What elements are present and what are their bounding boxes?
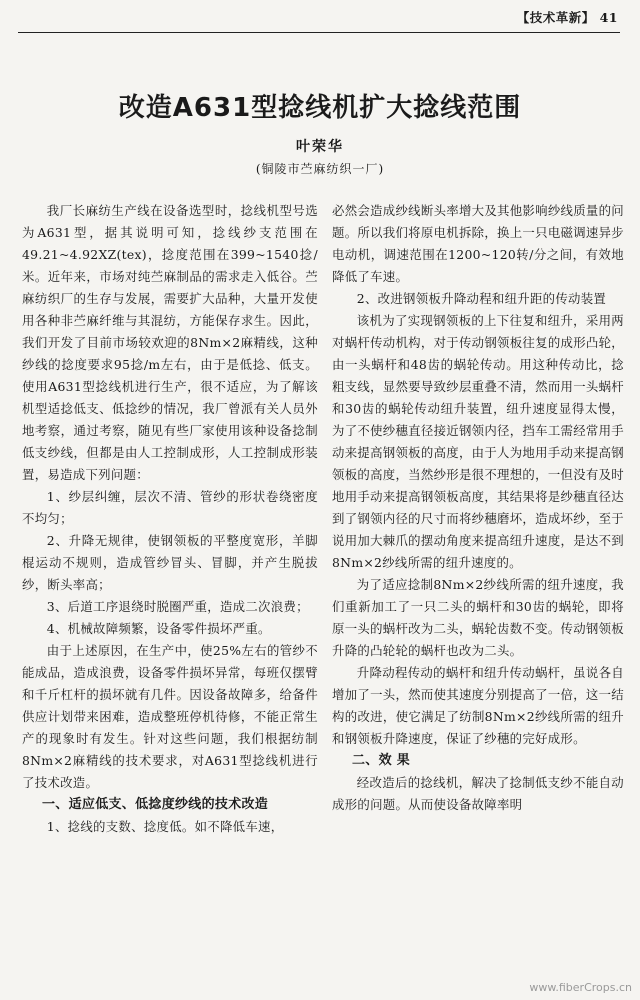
problem-item-4: 4、机械故障频繁，设备零件损坏严重。 [46,621,271,636]
paragraph-continued: 必然会造成纱线断头率增大及其他影响纱线质量的问题。所以我们将原电机拆除，换上一只电磁调速异步电动机，调速范围在1200~120转/分之间，有效地降低了车速。 [332,203,624,284]
article-title: 改造A631型捻线机扩大捻线范围 [118,93,522,123]
section-heading-2: 二、效 果 [352,753,411,768]
section2-text: 经改造后的捻线机，解决了捻制低支纱不能自动成形的问题。从而使设备故障率明 [332,775,624,812]
author-name: 叶荣华 [296,139,344,155]
paragraph-result: 升降动程传动的蜗杆和纽升传动蜗杆，虽说各自增加了一头，然而使其速度分别提高了一倍，这一结构的改进，使它满足了纺制8Nm×2纱线所需的纽升和钢领板升降速度，保证了纱穗的完好成形。 [332,665,624,746]
section-heading-1: 一、适应低支、低捻度纱线的技术改造 [42,797,269,812]
right-column [332,200,624,816]
paragraph-causes: 由于上述原因，在生产中，使25%左右的管纱不能成品，造成浪费，设备零件损坏异常，每班仅摆臂和千斤杠杆的损坏就有几件。因设备故障多，给备件供应计划带来困难，造成整班停机待修，不能正常生产的现象时有发生。针对这些问题，我们根据纺制8Nm×2麻精线的技术要求，对A631型捻线机进行了技术改造。 [22,643,318,790]
page-header: 【技术革新】 41 [516,10,618,25]
watermark: www.fiberCrops.cn [529,981,632,994]
paragraph-intro: 我厂长麻纺生产线在设备选型时，捻线机型号选为A631型，据其说明可知，捻线纱支范围在49.21~4.92XZ(tex)，捻度范围在399~1540捻/米。近年来，市场对纯苎麻制品的需求走入低谷。苎麻纺织厂的生存与发展，需要扩大品种，大量开发使用各种非苎麻纤维与其混纺，方能保存求生。因此，我们开发了目前市场较欢迎的8Nm×2麻精线，这种纱线的捻度要求95捻/m左右，由于是低捻、低支。使用A631型捻线机进行生产，很不适应，为了解该机型适捻低支、低捻纱的情况，我厂曾派有关人员外地考察，通过考察，随见有些厂家使用该种设备捻制低支纱线，但都是由人工控制成形，人工控制成形装置，易造成下列问题： [22,203,318,482]
author-affiliation: (铜陵市苎麻纺织一厂) [255,162,385,176]
header-rule [18,32,620,33]
problem-item-3: 3、后道工序退绕时脱圈严重，造成二次浪费； [46,599,309,614]
paragraph-modification: 为了适应捻制8Nm×2纱线所需的纽升速度，我们重新加工了一只二头的蜗杆和30齿的蜗轮，即将原一头的蜗杆改为二头，蜗轮齿数不变。传动钢领板升降的凸轮轮的蜗杆也改为二头。 [332,577,624,658]
section1-item-1: 1、捻线的支数、捻度低。如不降低车速， [46,819,284,834]
left-column [22,200,318,838]
paragraph-worm-gear: 该机为了实现钢领板的上下往复和纽升，采用两对蜗杆传动机构，对于传动钢领板往复的成形凸轮，由一头蜗杆和48齿的蜗轮传动。用这种传动比，捻粗支线，显然要导致纱层重叠不清，然而用一头蜗杆和30齿的蜗轮传动纽升装置，纽升速度显得太慢，为了不使纱穗直径接近钢领内径，挡车工需经常用手动来提高钢领板的高度，由于人为地用手动来提高钢领板的高度，当然纱形是很不理想的，一但没有及时地用手动来提高钢领板高度，其结果将是纱穗直径达到了钢领内径的尺寸而将纱穗磨坏，造成坏纱，至于说用加大棘爪的摆动角度来提高纽升速度，是达不到8Nm×2纱线所需的纽升速度的。 [332,313,624,570]
problem-item-1: 1、纱层纠缠，层次不清、管纱的形状卷绕密度不均匀； [22,489,318,526]
problem-item-2: 2、升降无规律，使钢领板的平整度宽形，羊脚棍运动不规则，造成管纱冒头、冒脚，并产生脱拔纱，断头率高； [22,533,318,592]
subsection-2-heading: 2、改进钢领板升降动程和纽升距的传动装置 [356,291,607,306]
